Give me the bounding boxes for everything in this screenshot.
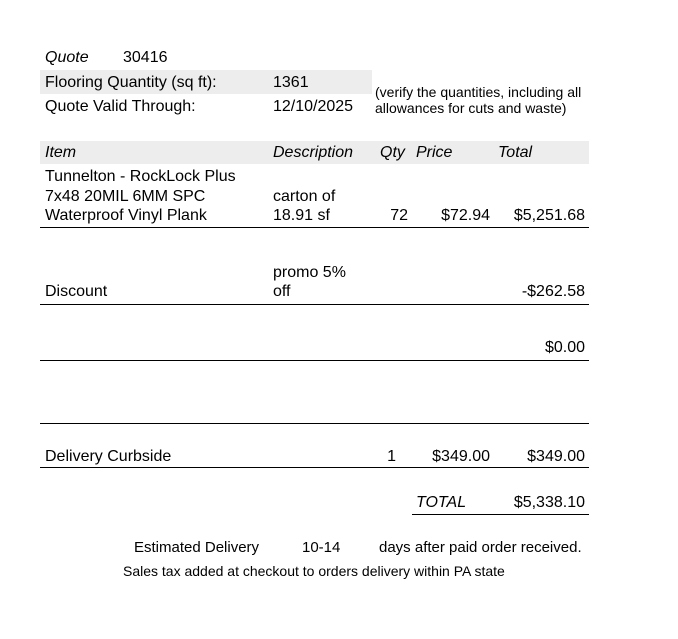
discount-total: -$262.58 bbox=[521, 283, 585, 300]
header-total: Total bbox=[498, 144, 533, 161]
valid-through-value: 12/10/2025 bbox=[273, 98, 354, 115]
header-item: Item bbox=[45, 144, 77, 161]
delivery-price: $349.00 bbox=[432, 448, 490, 465]
line-item-price: $72.94 bbox=[441, 207, 490, 224]
line-item-name-line1: Tunnelton - RockLock Plus bbox=[45, 168, 236, 185]
row-divider bbox=[40, 467, 589, 468]
estimated-delivery-range: 10-14 bbox=[302, 539, 341, 556]
flooring-quantity-value: 1361 bbox=[273, 74, 309, 91]
valid-through-label: Quote Valid Through: bbox=[45, 98, 196, 115]
discount-description-line2: off bbox=[273, 283, 291, 300]
line-item-total: $5,251.68 bbox=[513, 207, 585, 224]
quote-label: Quote bbox=[45, 49, 89, 66]
row-divider bbox=[40, 227, 589, 228]
grand-total-value: $5,338.10 bbox=[513, 494, 585, 511]
row-divider bbox=[40, 423, 589, 424]
discount-item: Discount bbox=[45, 283, 108, 300]
header-qty: Qty bbox=[380, 144, 405, 161]
tax-note: Sales tax added at checkout to orders delivery within PA state bbox=[123, 563, 505, 579]
estimated-delivery-label: Estimated Delivery bbox=[134, 539, 260, 556]
verify-note-line1: (verify the quantities, including all bbox=[375, 84, 582, 100]
header-description: Description bbox=[273, 144, 354, 161]
total-underline bbox=[412, 514, 589, 515]
row-divider bbox=[40, 360, 589, 361]
flooring-quantity-label: Flooring Quantity (sq ft): bbox=[45, 74, 217, 91]
line-item-qty: 72 bbox=[390, 207, 408, 224]
delivery-qty: 1 bbox=[387, 448, 396, 465]
grand-total-label: TOTAL bbox=[416, 494, 467, 511]
line-item-description-line1: carton of bbox=[273, 188, 336, 205]
delivery-item: Delivery Curbside bbox=[45, 448, 172, 465]
discount-description-line1: promo 5% bbox=[273, 264, 346, 281]
estimated-delivery-suffix: days after paid order received. bbox=[379, 539, 582, 556]
line-item-name-line2: 7x48 20MIL 6MM SPC bbox=[45, 188, 206, 205]
empty-row-total: $0.00 bbox=[544, 339, 585, 356]
line-item-description-line2: 18.91 sf bbox=[273, 207, 330, 224]
header-price: Price bbox=[416, 144, 453, 161]
row-divider bbox=[40, 304, 589, 305]
verify-note-line2: allowances for cuts and waste) bbox=[375, 100, 567, 116]
delivery-total: $349.00 bbox=[527, 448, 585, 465]
line-item-name-line3: Waterproof Vinyl Plank bbox=[45, 207, 207, 224]
quote-number: 30416 bbox=[123, 49, 168, 66]
